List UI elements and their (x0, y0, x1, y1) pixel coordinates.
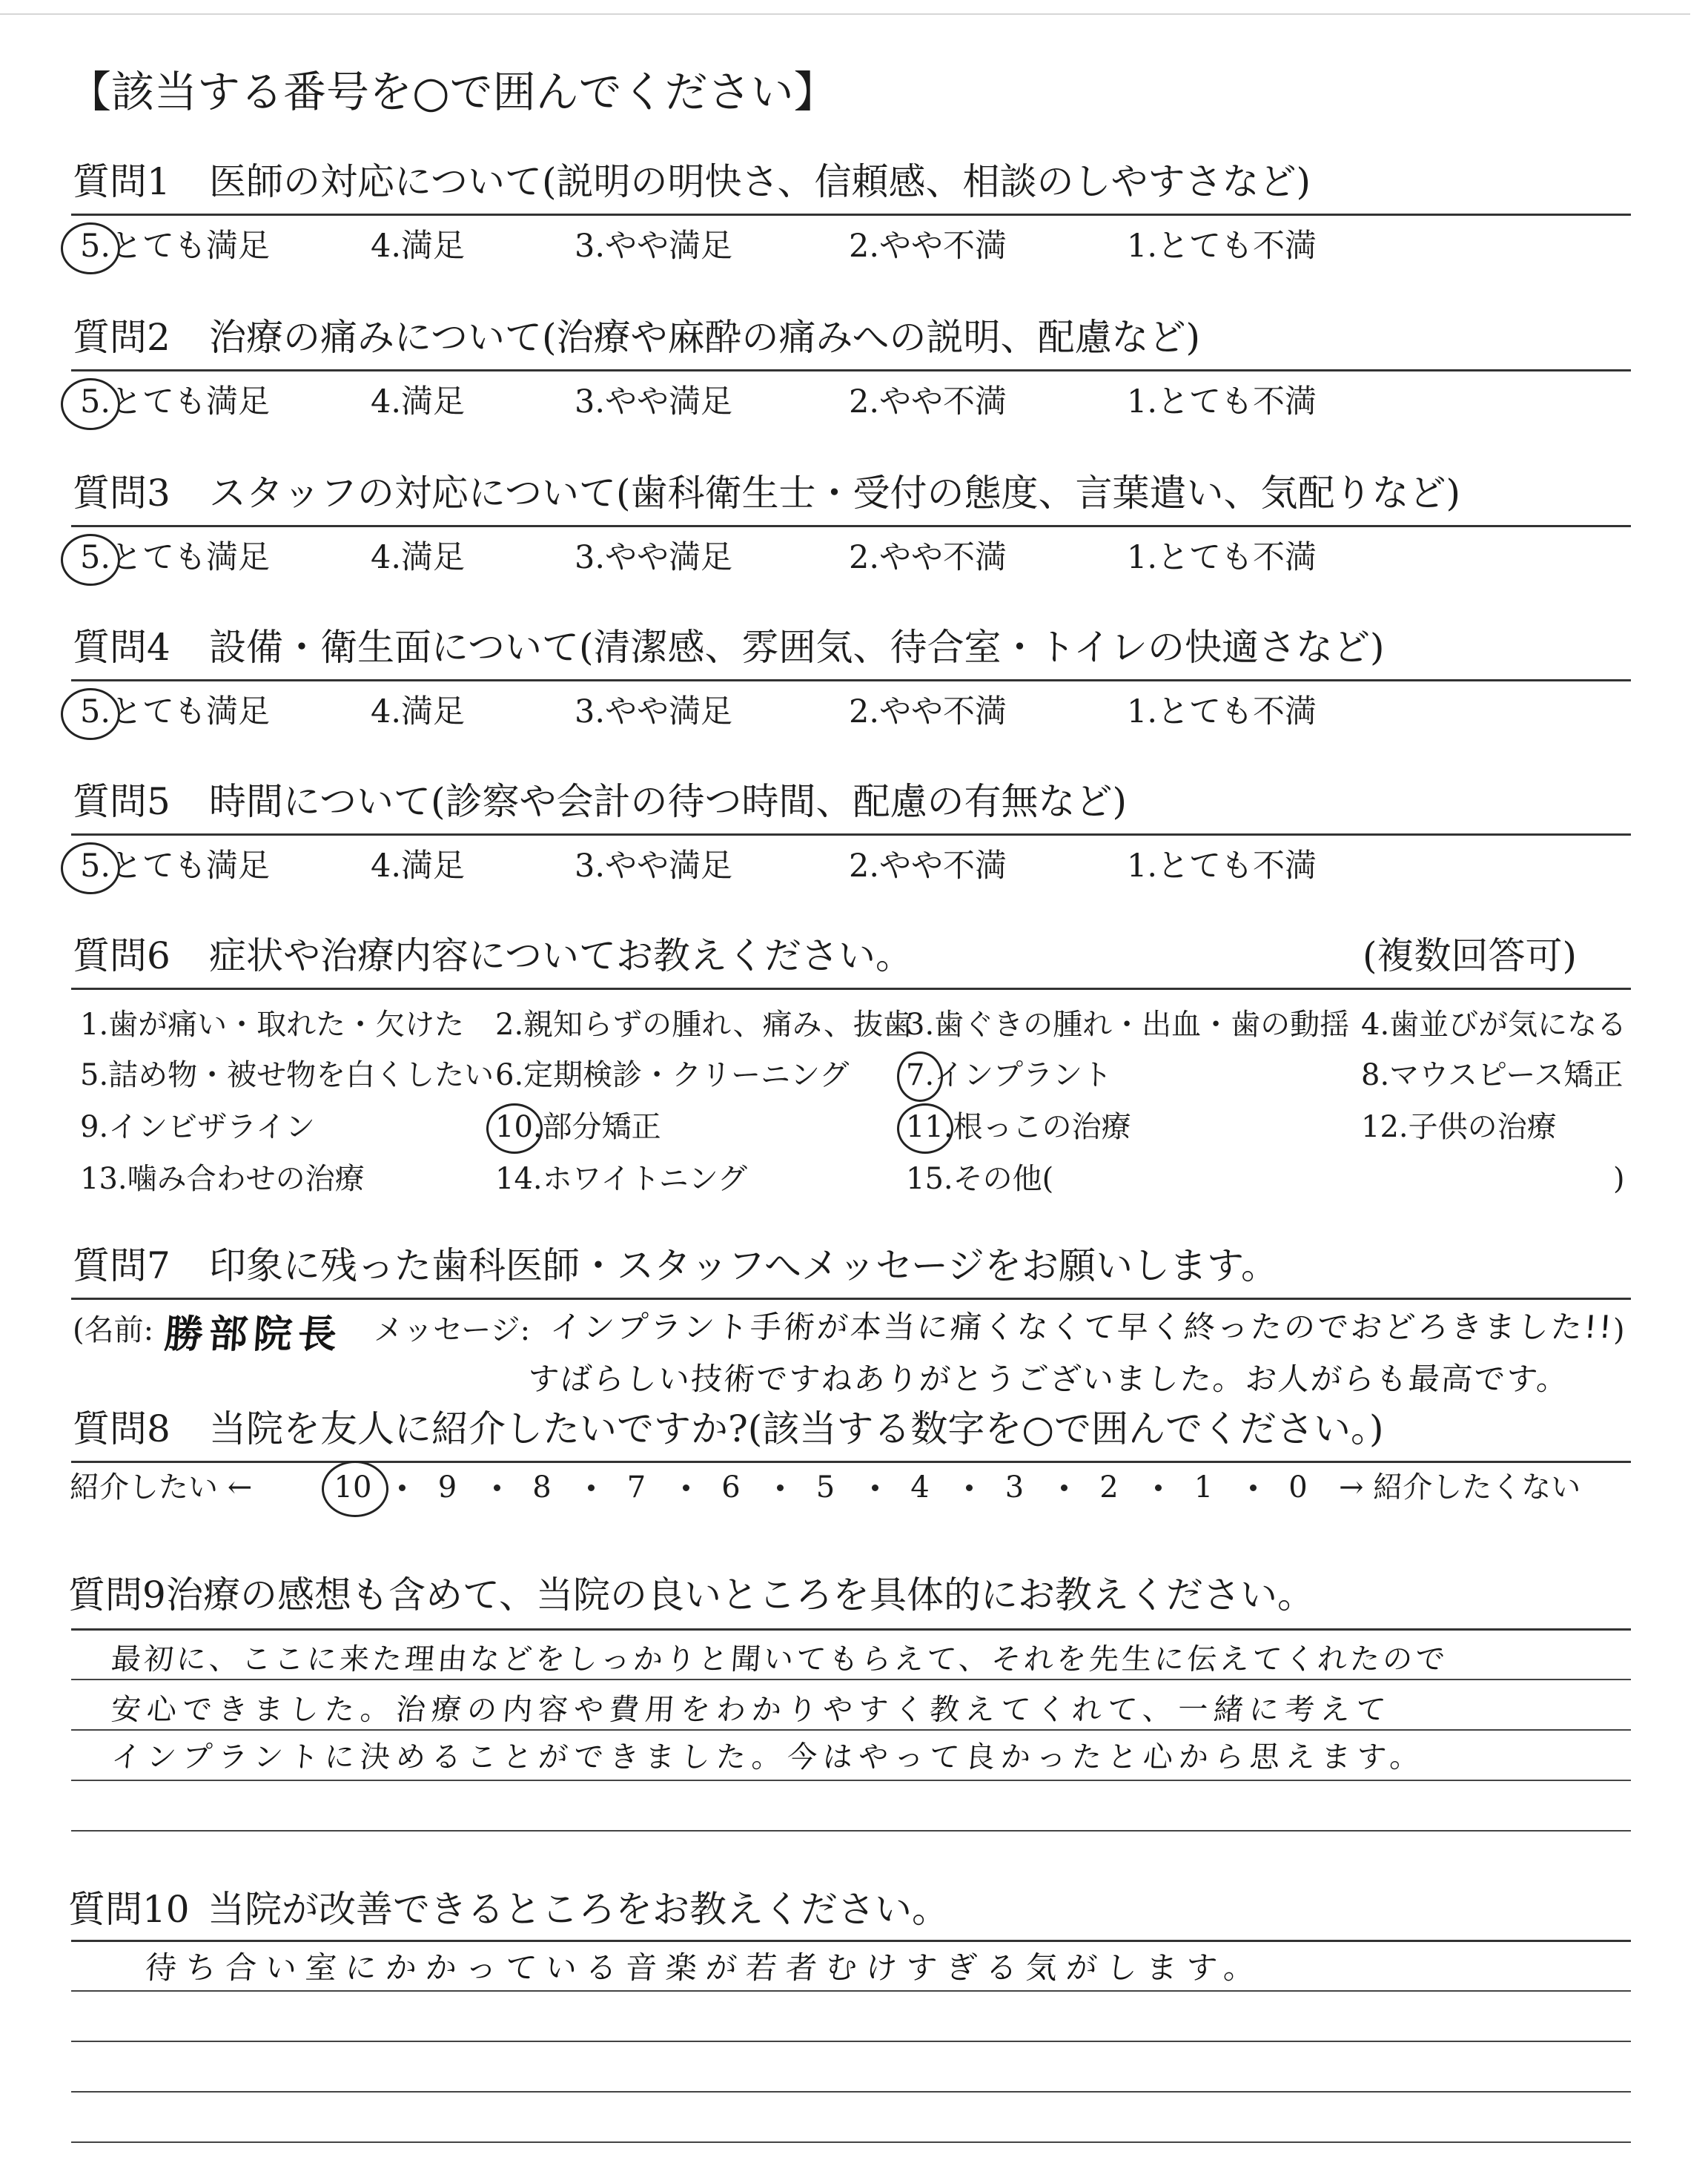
message-label: メッセージ: (374, 1313, 531, 1347)
scale-number[interactable]: 9 (437, 1470, 457, 1505)
answer-circle-mark (61, 378, 120, 430)
answer-line (71, 1628, 1631, 1631)
rating-option[interactable]: 3.やや満足 (575, 383, 733, 420)
scale-number[interactable]: 7 (626, 1470, 646, 1505)
symptom-option[interactable]: 9.インビザライン (80, 1110, 315, 1144)
scale-dot (872, 1484, 878, 1491)
scale-dot (683, 1484, 689, 1491)
answer-circle-mark (322, 1461, 388, 1517)
question-underline (71, 525, 1631, 527)
question-label: 質問6 (73, 934, 171, 977)
symptom-option[interactable]: 2.親知らずの腫れ、痛み、抜歯 (495, 1008, 913, 1042)
answer-circle-mark (61, 222, 120, 274)
answer-circle-mark (897, 1051, 943, 1102)
rating-option[interactable]: 2.やや不満 (849, 228, 1007, 265)
scale-number[interactable]: 2 (1099, 1470, 1119, 1505)
rating-option[interactable]: 3.やや満足 (575, 228, 733, 265)
rating-option[interactable]: 5.とても満足 (80, 383, 271, 420)
scale-number[interactable]: 1 (1194, 1470, 1214, 1505)
question-underline (71, 1298, 1631, 1300)
question-label: 質問1 (73, 160, 171, 203)
scale-number[interactable]: 4 (910, 1470, 930, 1505)
symptom-option[interactable]: 3.歯ぐきの腫れ・出血・歯の動揺 (906, 1008, 1350, 1042)
scale-number[interactable]: 3 (1004, 1470, 1025, 1505)
question-underline (71, 988, 1631, 990)
page-title: 【該当する番号を○で囲んでください】 (68, 67, 837, 117)
rating-option[interactable]: 2.やや不満 (849, 693, 1007, 730)
answer-line (71, 2141, 1631, 2143)
question-text: 印象に残った歯科医師・スタッフへメッセージをお願いします。 (209, 1244, 1278, 1287)
scale-dot (494, 1484, 500, 1491)
answer-line (71, 1780, 1631, 1781)
symptom-option[interactable]: 15.その他( (906, 1162, 1054, 1196)
question-text: 時間について(診察や会計の待つ時間、配慮の有無など) (209, 780, 1128, 823)
question-underline (71, 833, 1631, 836)
scale-dot (588, 1484, 595, 1491)
scale-right-label: → 紹介したくない (1339, 1470, 1581, 1505)
scan-edge-line (0, 13, 1690, 15)
scale-number[interactable]: 6 (721, 1470, 741, 1505)
message-handwritten[interactable]: すばらしい技術ですねありがとうございました。お人がらも最高です。 (526, 1361, 1571, 1397)
rating-option[interactable]: 1.とても不満 (1127, 848, 1317, 885)
scale-number[interactable]: 8 (532, 1470, 552, 1505)
rating-option[interactable]: 1.とても不満 (1127, 693, 1317, 730)
rating-option[interactable]: 5.とても満足 (80, 693, 271, 730)
rating-option[interactable]: 5.とても満足 (80, 539, 271, 576)
answer-line (71, 1830, 1631, 1832)
rating-option[interactable]: 4.満足 (371, 693, 466, 730)
symptom-option[interactable]: 7.インプラント (906, 1058, 1113, 1092)
question-text: 設備・衛生面について(清潔感、雰囲気、待合室・トイレの快適さなど) (209, 626, 1385, 669)
question-text: 医師の対応について(説明の明快さ、信頼感、相談のしやすさなど) (209, 160, 1311, 203)
answer-handwritten[interactable]: 待ち合い室にかかっている音楽が若者むけすぎる気がします。 (144, 1949, 1265, 1986)
answer-line (71, 1940, 1631, 1942)
rating-option[interactable]: 5.とても満足 (80, 228, 271, 265)
question-text: 症状や治療内容についてお教えください。 (209, 934, 913, 977)
rating-option[interactable]: 3.やや満足 (575, 848, 733, 885)
question-underline (71, 679, 1631, 681)
scale-dot (1061, 1484, 1068, 1491)
answer-circle-mark (897, 1103, 953, 1154)
name-handwritten[interactable]: 勝部院長 (162, 1312, 345, 1357)
symptom-option[interactable]: 10.部分矯正 (495, 1110, 661, 1144)
answer-handwritten[interactable]: 最初に、ここに来た理由などをしっかりと聞いてもらえて、それを先生に伝えてくれたので (110, 1642, 1449, 1677)
scale-number[interactable]: 10 (334, 1470, 372, 1505)
symptom-option[interactable]: 11.根っこの治療 (906, 1110, 1131, 1144)
rating-option[interactable]: 4.満足 (371, 228, 466, 265)
scale-dot (1250, 1484, 1257, 1491)
answer-line (71, 2091, 1631, 2093)
symptom-option[interactable]: 13.噛み合わせの治療 (80, 1162, 365, 1196)
rating-option[interactable]: 4.満足 (371, 848, 466, 885)
question-text: 治療の痛みについて(治療や麻酔の痛みへの説明、配慮など) (209, 316, 1201, 359)
answer-handwritten[interactable]: 安心できました。治療の内容や費用をわかりやすく教えてくれて、一緒に考えて (110, 1693, 1393, 1727)
scale-left-label: 紹介したい ← (70, 1470, 253, 1505)
rating-option[interactable]: 1.とても不満 (1127, 383, 1317, 420)
symptom-option[interactable]: 8.マウスピース矯正 (1361, 1058, 1623, 1092)
rating-option[interactable]: 5.とても満足 (80, 848, 271, 885)
question-text: スタッフの対応について(歯科衛生士・受付の態度、言葉遣い、気配りなど) (209, 472, 1461, 515)
rating-option[interactable]: 2.やや不満 (849, 383, 1007, 420)
question-underline (71, 214, 1631, 216)
answer-line (71, 1990, 1631, 1992)
rating-option[interactable]: 2.やや不満 (849, 848, 1007, 885)
symptom-option[interactable]: 4.歯並びが気になる (1361, 1008, 1627, 1042)
question-label: 質問5 (73, 780, 171, 823)
question-label: 質問4 (73, 626, 171, 669)
rating-option[interactable]: 3.やや満足 (575, 693, 733, 730)
rating-option[interactable]: 2.やや不満 (849, 539, 1007, 576)
scale-number[interactable]: 0 (1288, 1470, 1308, 1505)
question-label: 質問3 (73, 472, 171, 515)
question-label: 質問7 (73, 1244, 171, 1287)
symptom-option[interactable]: ) (1613, 1162, 1625, 1196)
question-label: 質問10 (68, 1888, 190, 1931)
question-underline (71, 369, 1631, 371)
answer-line (71, 2041, 1631, 2042)
question-text: 当院が改善できるところをお教えください。 (208, 1888, 949, 1931)
symptom-option[interactable]: 5.詰め物・被せ物を白くしたい (80, 1058, 494, 1092)
question-label: 質問8 (73, 1407, 171, 1450)
symptom-option[interactable]: 14.ホワイトニング (495, 1162, 748, 1196)
rating-option[interactable]: 4.満足 (371, 539, 466, 576)
scale-dot (777, 1484, 784, 1491)
rating-option[interactable]: 3.やや満足 (575, 539, 733, 576)
name-label: (名前: (73, 1313, 154, 1347)
question-text: 治療の感想も含めて、当院の良いところを具体的にお教えください。 (166, 1573, 1314, 1616)
multiple-answer-note: (複数回答可) (1363, 934, 1578, 977)
answer-handwritten[interactable]: インプラントに決めることができました。今はやって良かったと心から思えます。 (110, 1740, 1427, 1774)
symptom-option[interactable]: 1.歯が痛い・取れた・欠けた (80, 1008, 465, 1042)
rating-option[interactable]: 4.満足 (371, 383, 466, 420)
question-label: 質問9 (68, 1573, 166, 1616)
question-text: 当院を友人に紹介したいですか?(該当する数字を○で囲んでください。) (209, 1407, 1384, 1450)
message-handwritten[interactable]: インプラント手術が本当に痛くなくて早く終ったのでおどろきました!! (549, 1309, 1615, 1345)
symptom-option[interactable]: 6.定期検診・クリーニング (495, 1058, 850, 1092)
rating-option[interactable]: 1.とても不満 (1127, 539, 1317, 576)
answer-circle-mark (61, 688, 120, 740)
answer-circle-mark (486, 1103, 543, 1154)
answer-circle-mark (61, 534, 120, 586)
rating-option[interactable]: 1.とても不満 (1127, 228, 1317, 265)
scale-dot (966, 1484, 973, 1491)
question-underline (71, 1461, 1631, 1463)
scale-dot (399, 1484, 406, 1491)
symptom-option[interactable]: 12.子供の治療 (1361, 1110, 1557, 1144)
message-close-paren: ) (1613, 1313, 1625, 1347)
scale-number[interactable]: 5 (815, 1470, 835, 1505)
answer-circle-mark (61, 842, 120, 894)
scale-dot (1155, 1484, 1162, 1491)
question-label: 質問2 (73, 316, 171, 359)
